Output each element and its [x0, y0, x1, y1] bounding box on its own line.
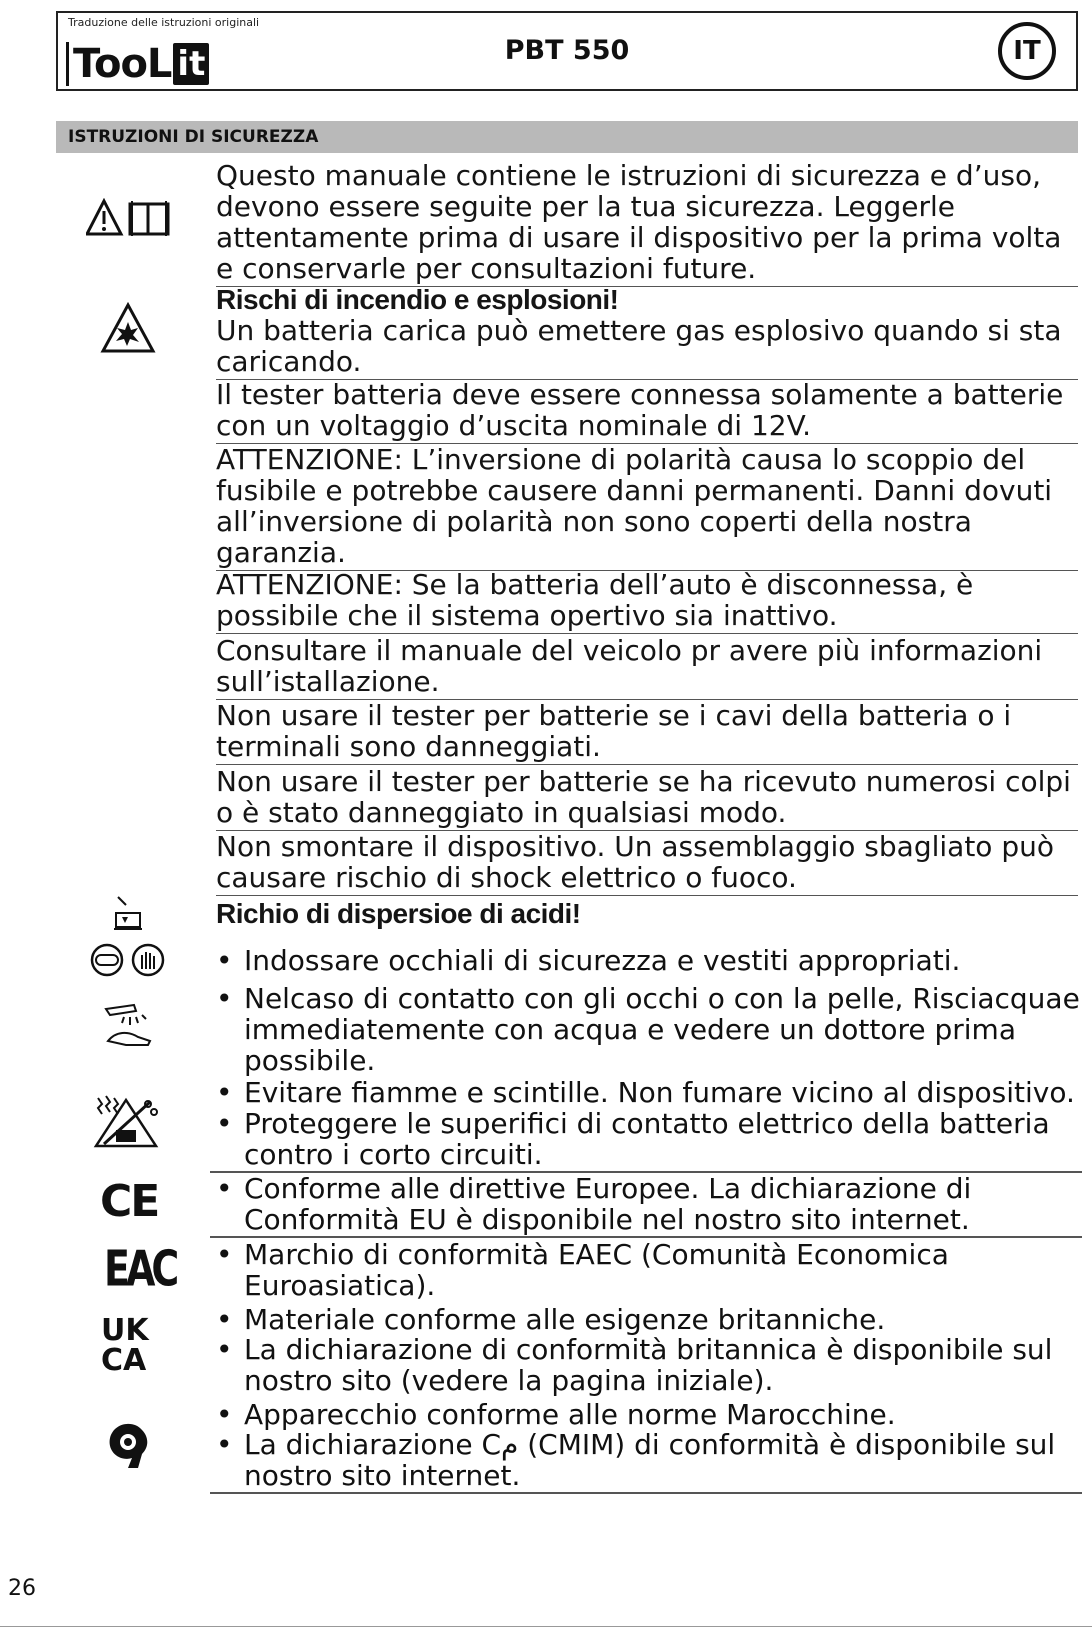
cmim-declaration-text: La dichiarazione Cم (CMIM) di conformità è disponibile sul nostro sito internet.: [244, 1428, 1056, 1492]
logo-it-text: it: [173, 43, 209, 85]
bullet: •: [216, 1107, 233, 1140]
ukca-mark-bottom: CA: [101, 1343, 147, 1378]
model-title: PBT 550: [504, 35, 630, 66]
rinse-text: Nelcaso di contatto con gli occhi o con la pelle, Risciacquae immediatemente con acqua e vedere un dottore prima possibile.: [244, 982, 1080, 1077]
short-circuit-text: Proteggere le superifici di contatto elettrico della batteria contro i corto circuiti.: [244, 1107, 1050, 1171]
logo-tool-text: TooL: [66, 42, 171, 86]
bullet: •: [216, 1076, 233, 1109]
warning-manual-icon: [86, 198, 172, 238]
header-frame: [56, 11, 1078, 91]
bullet: •: [216, 1428, 233, 1461]
no-flames-text: Evitare fiamme e scintille. Non fumare vicino al dispositivo.: [244, 1076, 1075, 1109]
ce-mark: CE: [100, 1176, 159, 1227]
translation-note: Traduzione delle istruzioni originali: [68, 16, 260, 29]
uk-material-text: Materiale conforme alle esigenze britanniche.: [244, 1303, 886, 1336]
language-badge: IT: [998, 22, 1056, 80]
disconnect-warning-text: ATTENZIONE: Se la batteria dell’auto è disconnessa, è possibile che il sistema opertivo sia inattivo.: [216, 569, 1078, 634]
bullet: •: [216, 1303, 233, 1336]
bullet: •: [216, 1398, 233, 1431]
cmim-mark-icon: [104, 1418, 152, 1470]
divider: [210, 1492, 1082, 1494]
eac-mark: EAC: [104, 1240, 176, 1298]
footer-divider: [0, 1626, 1092, 1627]
rinse-icon: [104, 1003, 154, 1049]
goggles-text: Indossare occhiali di sicurezza e vestiti appropriati.: [244, 944, 961, 977]
bullet: •: [216, 1172, 233, 1205]
explosive-gas-text: Un batteria carica può emettere gas esplosivo quando si sta caricando.: [216, 315, 1078, 380]
acid-risk-title: Richio di dispersioe di acidi!: [216, 898, 581, 929]
intro-text: Questo manuale contiene le istruzioni di sicurezza e d’uso, devono essere seguite per la tua sicurezza. Leggerle attentamente prima di usare il dispositivo per la prima volta e conservarle per consultazioni future.: [216, 160, 1078, 287]
page-number: 26: [8, 1576, 36, 1601]
no-fire-spark-icon: [92, 1094, 162, 1150]
bullet: •: [216, 982, 233, 1015]
damaged-cables-text: Non usare il tester per batterie se i cavi della batteria o i terminali sono danneggiati.: [216, 700, 1078, 765]
ce-conformity-text: Conforme alle direttive Europee. La dichiarazione di Conformità EU è disponibile nel nostro sito internet.: [244, 1172, 972, 1236]
bullet: •: [216, 1238, 233, 1271]
polarity-warning-text: ATTENZIONE: L’inversione di polarità causa lo scoppio del fusibile e potrebbe causere danni permanenti. Danni dovuti all’inversione di polarità non sono coperti della nostra garanzia.: [216, 444, 1078, 571]
eac-conformity-text: Marchio di conformità EAEC (Comunità Economica Euroasiatica).: [244, 1238, 949, 1302]
section-title: ISTRUZIONI DI SICUREZZA: [56, 121, 1078, 153]
uk-declaration-text: La dichiarazione di conformità britannica è disponibile sul nostro sito (vedere la pagina iniziale).: [244, 1333, 1053, 1397]
vehicle-manual-text: Consultare il manuale del veicolo pr avere più informazioni sull’istallazione.: [216, 635, 1078, 700]
damaged-tester-text: Non usare il tester per batterie se ha ricevuto numerosi colpi o è stato danneggiato in qualsiasi modo.: [216, 766, 1078, 831]
ukca-mark-top: UK: [101, 1313, 149, 1348]
bullet: •: [216, 944, 233, 977]
voltage-text: Il tester batteria deve essere connessa solamente a batterie con un voltaggio d’uscita nominale di 12V.: [216, 379, 1078, 444]
bullet: •: [216, 1333, 233, 1366]
morocco-conformity-text: Apparecchio conforme alle norme Marocchine.: [244, 1398, 896, 1431]
acid-icon: [112, 895, 144, 933]
no-disassembly-text: Non smontare il dispositivo. Un assemblaggio sbagliato può causare rischio di shock elettrico o fuoco.: [216, 831, 1078, 896]
fire-explosion-title: Rischi di incendio e esplosioni!: [216, 284, 619, 315]
goggles-gloves-icon: [90, 943, 166, 977]
explosion-warning-icon: [100, 302, 156, 354]
